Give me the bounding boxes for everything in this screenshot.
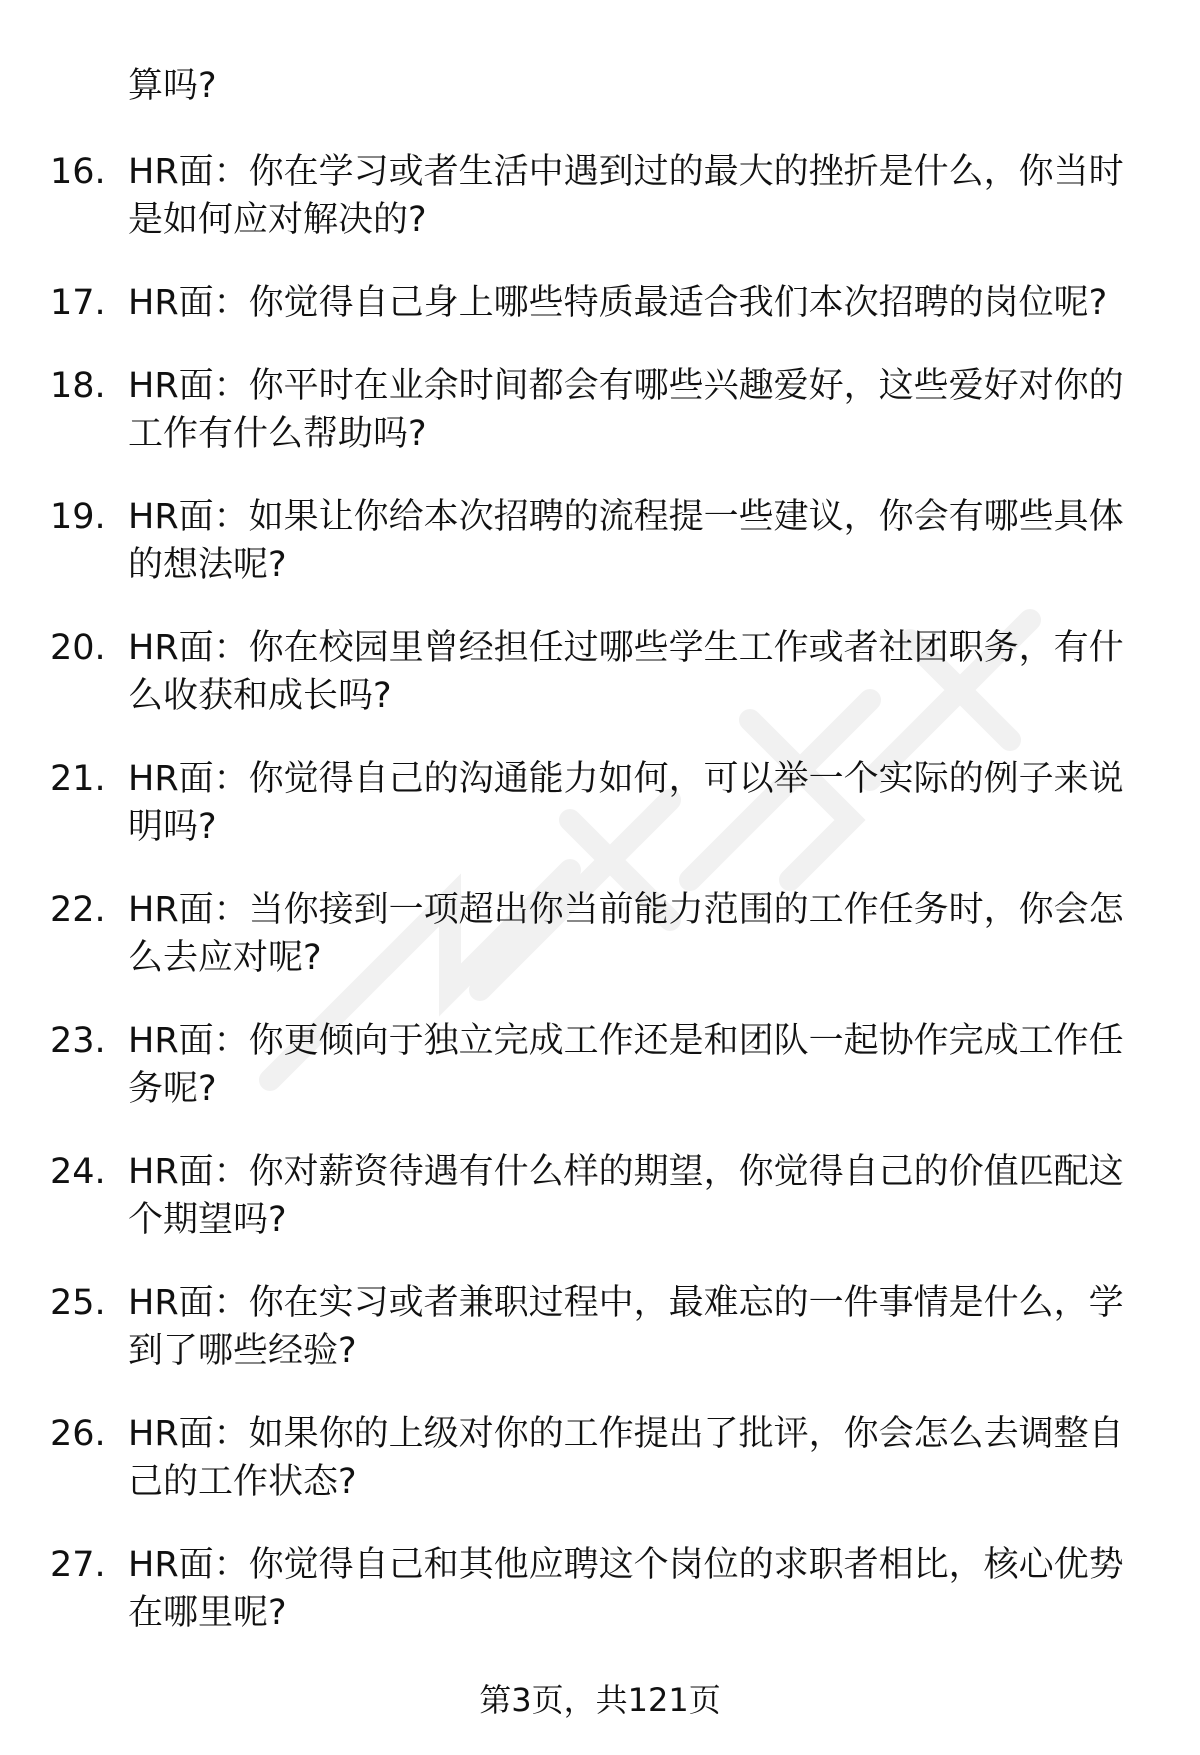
question-number: 21. [50,759,106,799]
question-number: 22. [50,890,106,930]
question-item-25 [0,1279,1200,1410]
page-number-footer: 第3页，共121页 [479,1681,721,1719]
question-number: 23. [50,1021,106,1061]
question-item-20 [0,624,1200,755]
question-item-24 [0,1148,1200,1279]
question-number: 26. [50,1414,106,1454]
question-list [0,148,1200,1672]
question-number: 17. [50,283,106,323]
question-number: 19. [50,497,106,537]
question-number: 18. [50,366,106,406]
question-number: 16. [50,152,106,192]
question-item-26 [0,1410,1200,1541]
question-text: HR面：如果让你给本次招聘的流程提一些建议，你会有哪些具体 的想法呢? [128,497,1124,585]
question-item-22 [0,886,1200,1017]
question-text: HR面：你在校园里曾经担任过哪些学生工作或者社团职务，有什 么收获和成长吗? [128,628,1124,716]
question-text: HR面：你觉得自己和其他应聘这个岗位的求职者相比，核心优势 在哪里呢? [128,1545,1124,1633]
question-text: HR面：你对薪资待遇有什么样的期望，你觉得自己的价值匹配这 个期望吗? [128,1152,1124,1240]
question-text: HR面：当你接到一项超出你当前能力范围的工作任务时，你会怎 么去应对呢? [128,890,1124,978]
question-text: HR面：你更倾向于独立完成工作还是和团队一起协作完成工作任 务呢? [128,1021,1124,1109]
question-item-16 [0,148,1200,279]
continued-question-text: 算吗? [128,66,217,106]
question-text: HR面：如果你的上级对你的工作提出了批评，你会怎么去调整自 己的工作状态? [128,1414,1124,1502]
question-item-18 [0,362,1200,493]
question-number: 27. [50,1545,106,1585]
question-item-17 [0,279,1200,362]
question-number: 24. [50,1152,106,1192]
question-item-27 [0,1541,1200,1672]
question-item-23 [0,1017,1200,1148]
question-number: 20. [50,628,106,668]
question-number: 25. [50,1283,106,1323]
question-text: HR面：你在实习或者兼职过程中，最难忘的一件事情是什么，学 到了哪些经验? [128,1283,1124,1371]
question-text: HR面：你觉得自己身上哪些特质最适合我们本次招聘的岗位呢? [128,283,1108,323]
question-text: HR面：你平时在业余时间都会有哪些兴趣爱好，这些爱好对你的 工作有什么帮助吗? [128,366,1124,454]
question-text: HR面：你在学习或者生活中遇到过的最大的挫折是什么，你当时 是如何应对解决的? [128,152,1124,240]
question-text: HR面：你觉得自己的沟通能力如何，可以举一个实际的例子来说 明吗? [128,759,1124,847]
question-item-21 [0,755,1200,886]
question-item-19 [0,493,1200,624]
